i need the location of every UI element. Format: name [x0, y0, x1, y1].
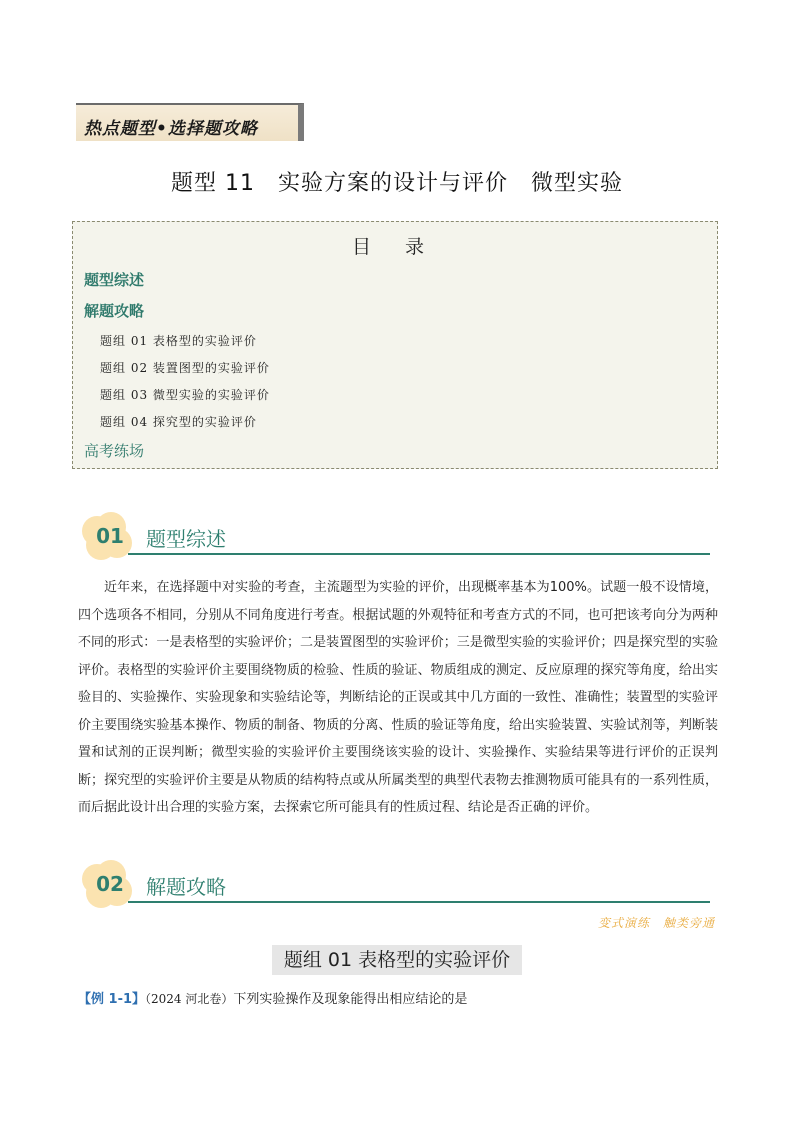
toc-title: 目 录	[351, 236, 439, 258]
example-question	[78, 988, 467, 1007]
toc-subitem-group-03[interactable]: 题组 03 微型实验的实验评价	[100, 388, 270, 402]
overview-paragraph: 近年来，在选择题中对实验的考查，主流题型为实验的评价，出现概率基本为100%。试题一般不设情境，四个选项各不相同，分别从不同角度进行考查。根据试题的外观特征和考查方式的不同，也可把该考向分为两种不同的形式：一是表格型的实验评价；二是装置图型的实验评价；三是微型实验的实验评价；四是探究型的实验评价。表格型的实验评价主要围绕物质的检验、性质的验证、物质组成的测定、反应原理的探究等角度，给出实验目的、实验操作、实验现象和实验结论等，判断结论的正误或其中几方面的一致性、准确性；装置型的实验评价主要围绕实验基本操作、物质的制备、物质的分离、性质的验证等角度，给出实验装置、实验试剂等，判断装置和试剂的正误判断；微型实验的实验评价主要围绕该实验的设计、实验操作、实验结果等进行评价的正误判断；探究型的实验评价主要是从物质的结构特点或从所属类型的典型代表物去推测物质可能具有的一系列性质，而后据此设计出合理的实验方案，去探索它所可能具有的性质过程、结论是否正确的评价。	[78, 580, 718, 815]
section-01-divider	[128, 553, 710, 555]
example-text: 下列实验操作及现象能得出相应结论的是	[233, 992, 468, 1007]
section-tag	[76, 103, 304, 141]
variant-practice-label: 变式演练 触类旁通	[597, 916, 715, 930]
example-tag: 【例 1-1】	[78, 992, 146, 1007]
section-tag-label: 热点题型•选择题攻略	[84, 119, 258, 139]
section-02-number: 02	[96, 872, 124, 896]
section-01-badge	[82, 512, 134, 560]
toc-subitem-group-01[interactable]: 题组 01 表格型的实验评价	[100, 334, 257, 348]
toc-item-practice[interactable]: 高考练场	[84, 442, 145, 460]
section-02-badge	[82, 860, 134, 908]
section-02-title: 解题攻略	[146, 875, 226, 899]
group-title: 题组 01 表格型的实验评价	[272, 945, 522, 975]
section-01-title: 题型综述	[146, 527, 226, 551]
toc-subitem-group-04[interactable]: 题组 04 探究型的实验评价	[100, 415, 257, 429]
toc-item-overview[interactable]: 题型综述	[84, 271, 145, 289]
example-source: （2024 河北卷）	[145, 992, 234, 1006]
toc-subitem-group-02[interactable]: 题组 02 装置图型的实验评价	[100, 361, 270, 375]
page-title: 题型 11 实验方案的设计与评价 微型实验	[171, 171, 623, 196]
section-01-number: 01	[96, 524, 124, 548]
table-of-contents	[72, 221, 718, 469]
toc-item-strategy[interactable]: 解题攻略	[84, 302, 145, 320]
section-02-divider	[128, 901, 710, 903]
